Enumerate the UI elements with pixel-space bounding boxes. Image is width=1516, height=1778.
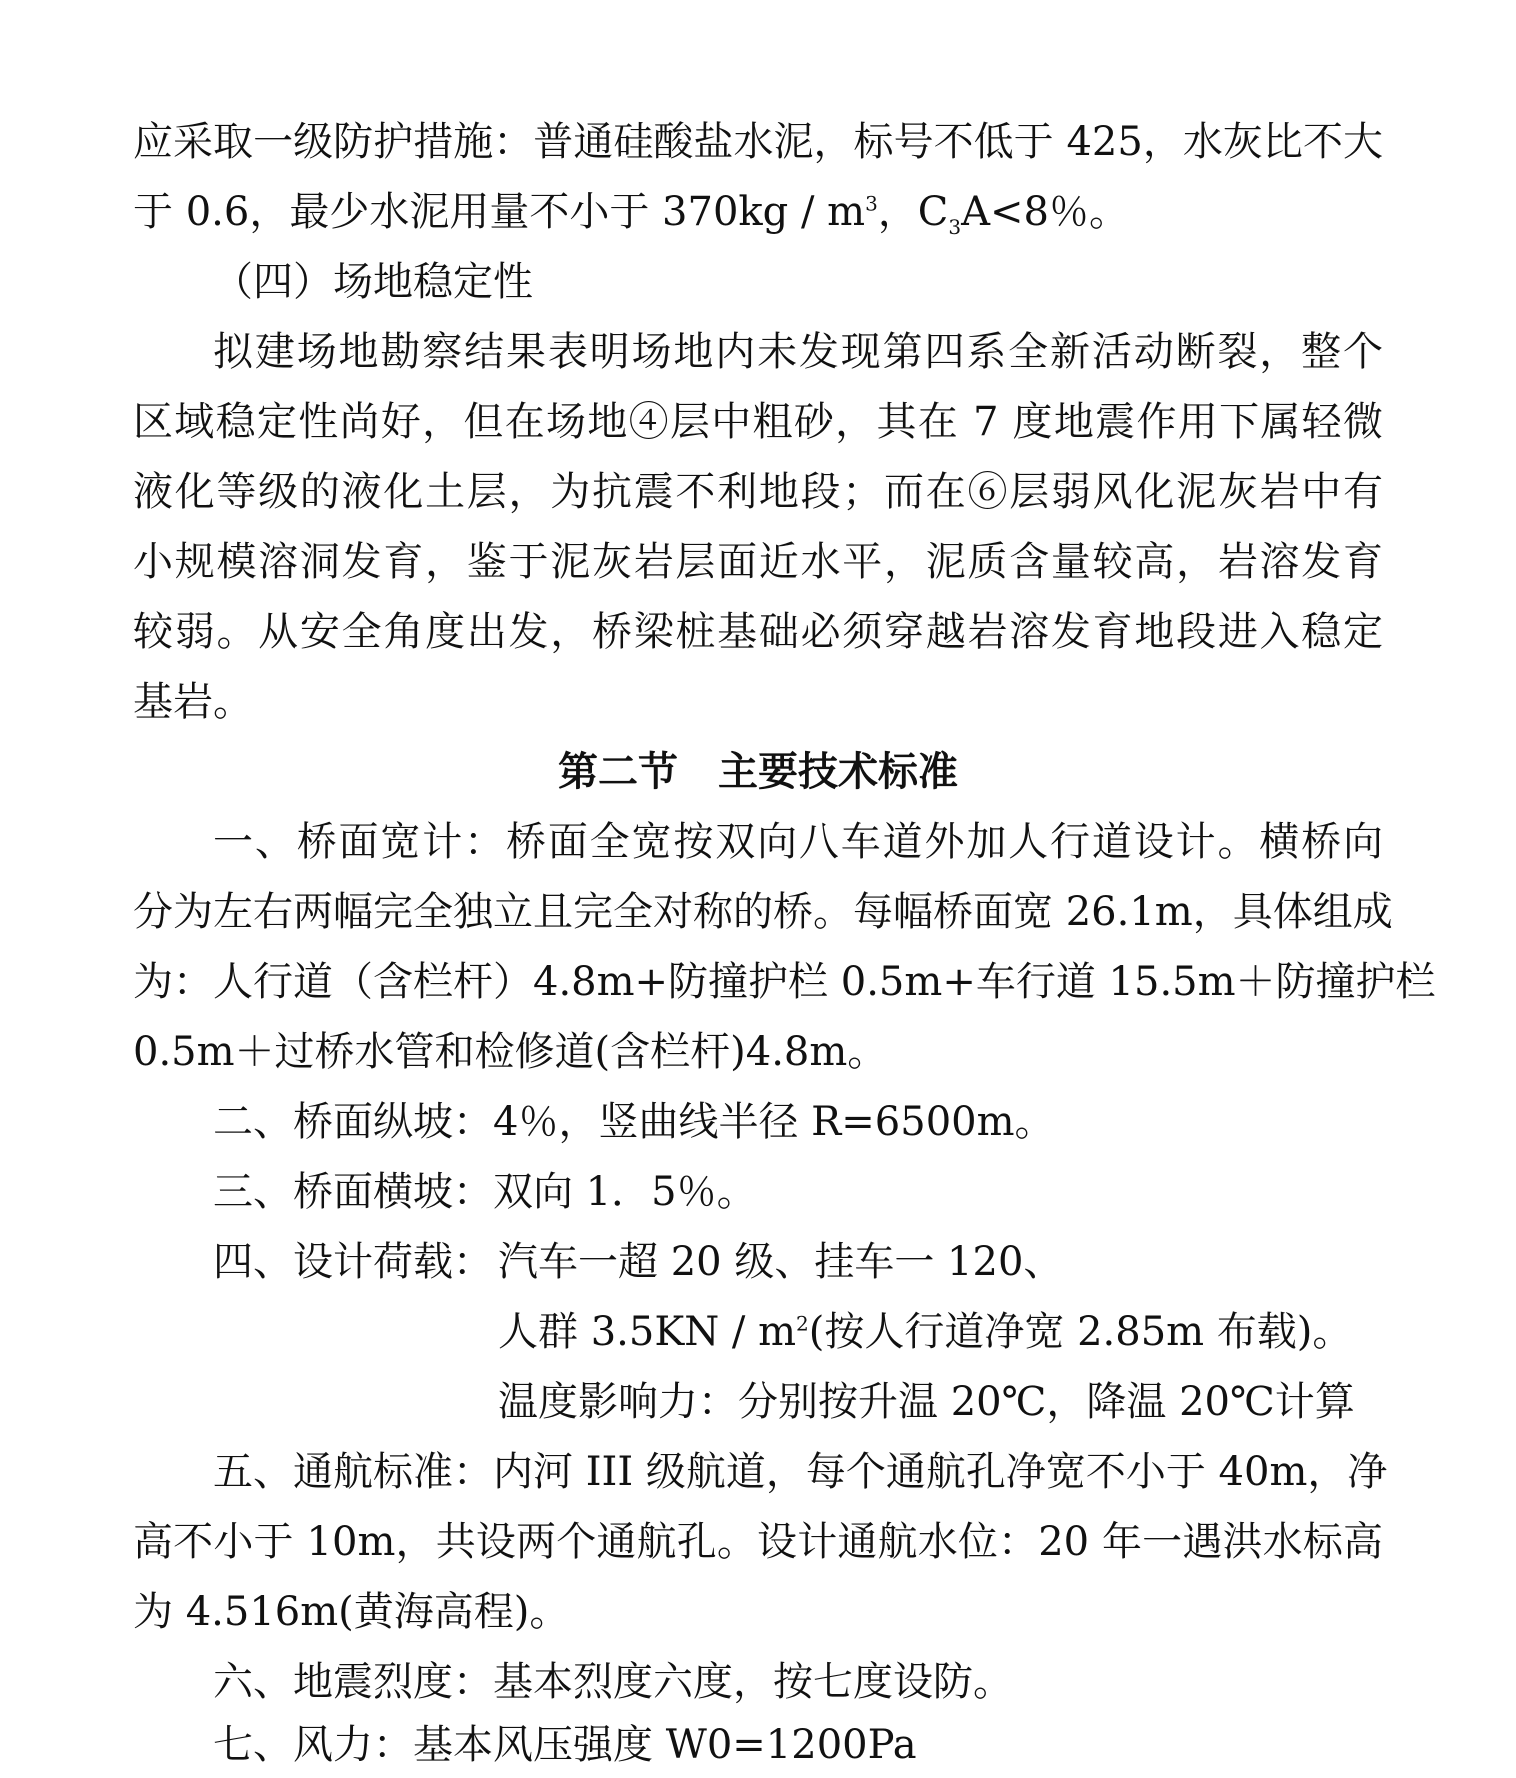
- slope-cross: 三、桥面横坡：双向 1．5％。: [213, 1169, 757, 1215]
- cement-line-2: 于 0.6，最少水泥用量不小于 $370kg / m^3$，$C_3A<8$％。: [133, 189, 1130, 239]
- stability-line-4: 小规模溶洞发育，鉴于泥灰岩层面近水平，泥质含量较高，岩溶发育: [133, 539, 1383, 585]
- stability-heading: （四）场地稳定性: [213, 259, 533, 305]
- navigation-line-1: 五、通航标准：内河 III 级航道，每个通航孔净宽不小于 40m，净: [213, 1449, 1388, 1495]
- cement-line-1: 应采取一级防护措施：普通硅酸盐水泥，标号不低于 425，水灰比不大: [133, 119, 1383, 165]
- stability-line-5: 较弱。从安全角度出发，桥梁桩基础必须穿越岩溶发育地段进入稳定: [133, 609, 1383, 655]
- load-crowd: 人群 $3.5KN / m^2$(按人行道净宽 2.85m 布载)。: [498, 1309, 1353, 1355]
- navigation-line-2: 高不小于 10m，共设两个通航孔。设计通航水位：20 年一遇洪水标高: [133, 1519, 1383, 1565]
- stability-line-1: 拟建场地勘察结果表明场地内未发现第四系全新活动断裂，整个: [213, 329, 1383, 375]
- load-temperature: 温度影响力：分别按升温 20℃，降温 20℃计算: [498, 1379, 1355, 1425]
- stability-line-2: 区域稳定性尚好，但在场地④层中粗砂，其在 7 度地震作用下属轻微: [133, 399, 1383, 445]
- load-vehicle: 汽车一超 20 级、挂车一 120、: [498, 1239, 1064, 1285]
- width-line-2: 分为左右两幅完全独立且完全对称的桥。每幅桥面宽 26.1m，具体组成: [133, 889, 1393, 935]
- width-line-3: 为：人行道（含栏杆）4.8m+防撞护栏 0.5m+车行道 15.5m＋防撞护栏: [133, 959, 1436, 1005]
- wind-pressure: 七、风力：基本风压强度 W0=1200Pa: [213, 1722, 917, 1768]
- section-title: 第二节 主要技术标准: [558, 748, 958, 795]
- load-label: 四、设计荷载：: [213, 1239, 493, 1285]
- width-line-1: 一、桥面宽计：桥面全宽按双向八车道外加人行道设计。横桥向: [213, 819, 1383, 865]
- width-line-4: 0.5m＋过桥水管和检修道(含栏杆)4.8m。: [133, 1029, 888, 1075]
- stability-line-3: 液化等级的液化土层，为抗震不利地段；而在⑥层弱风化泥灰岩中有: [133, 469, 1383, 515]
- slope-longitudinal: 二、桥面纵坡：4％，竖曲线半径 R=6500m。: [213, 1099, 1055, 1145]
- seismic-intensity: 六、地震烈度：基本烈度六度，按七度设防。: [213, 1659, 1013, 1705]
- navigation-line-3: 为 4.516m(黄海高程)。: [133, 1589, 570, 1635]
- stability-line-6: 基岩。: [133, 679, 253, 725]
